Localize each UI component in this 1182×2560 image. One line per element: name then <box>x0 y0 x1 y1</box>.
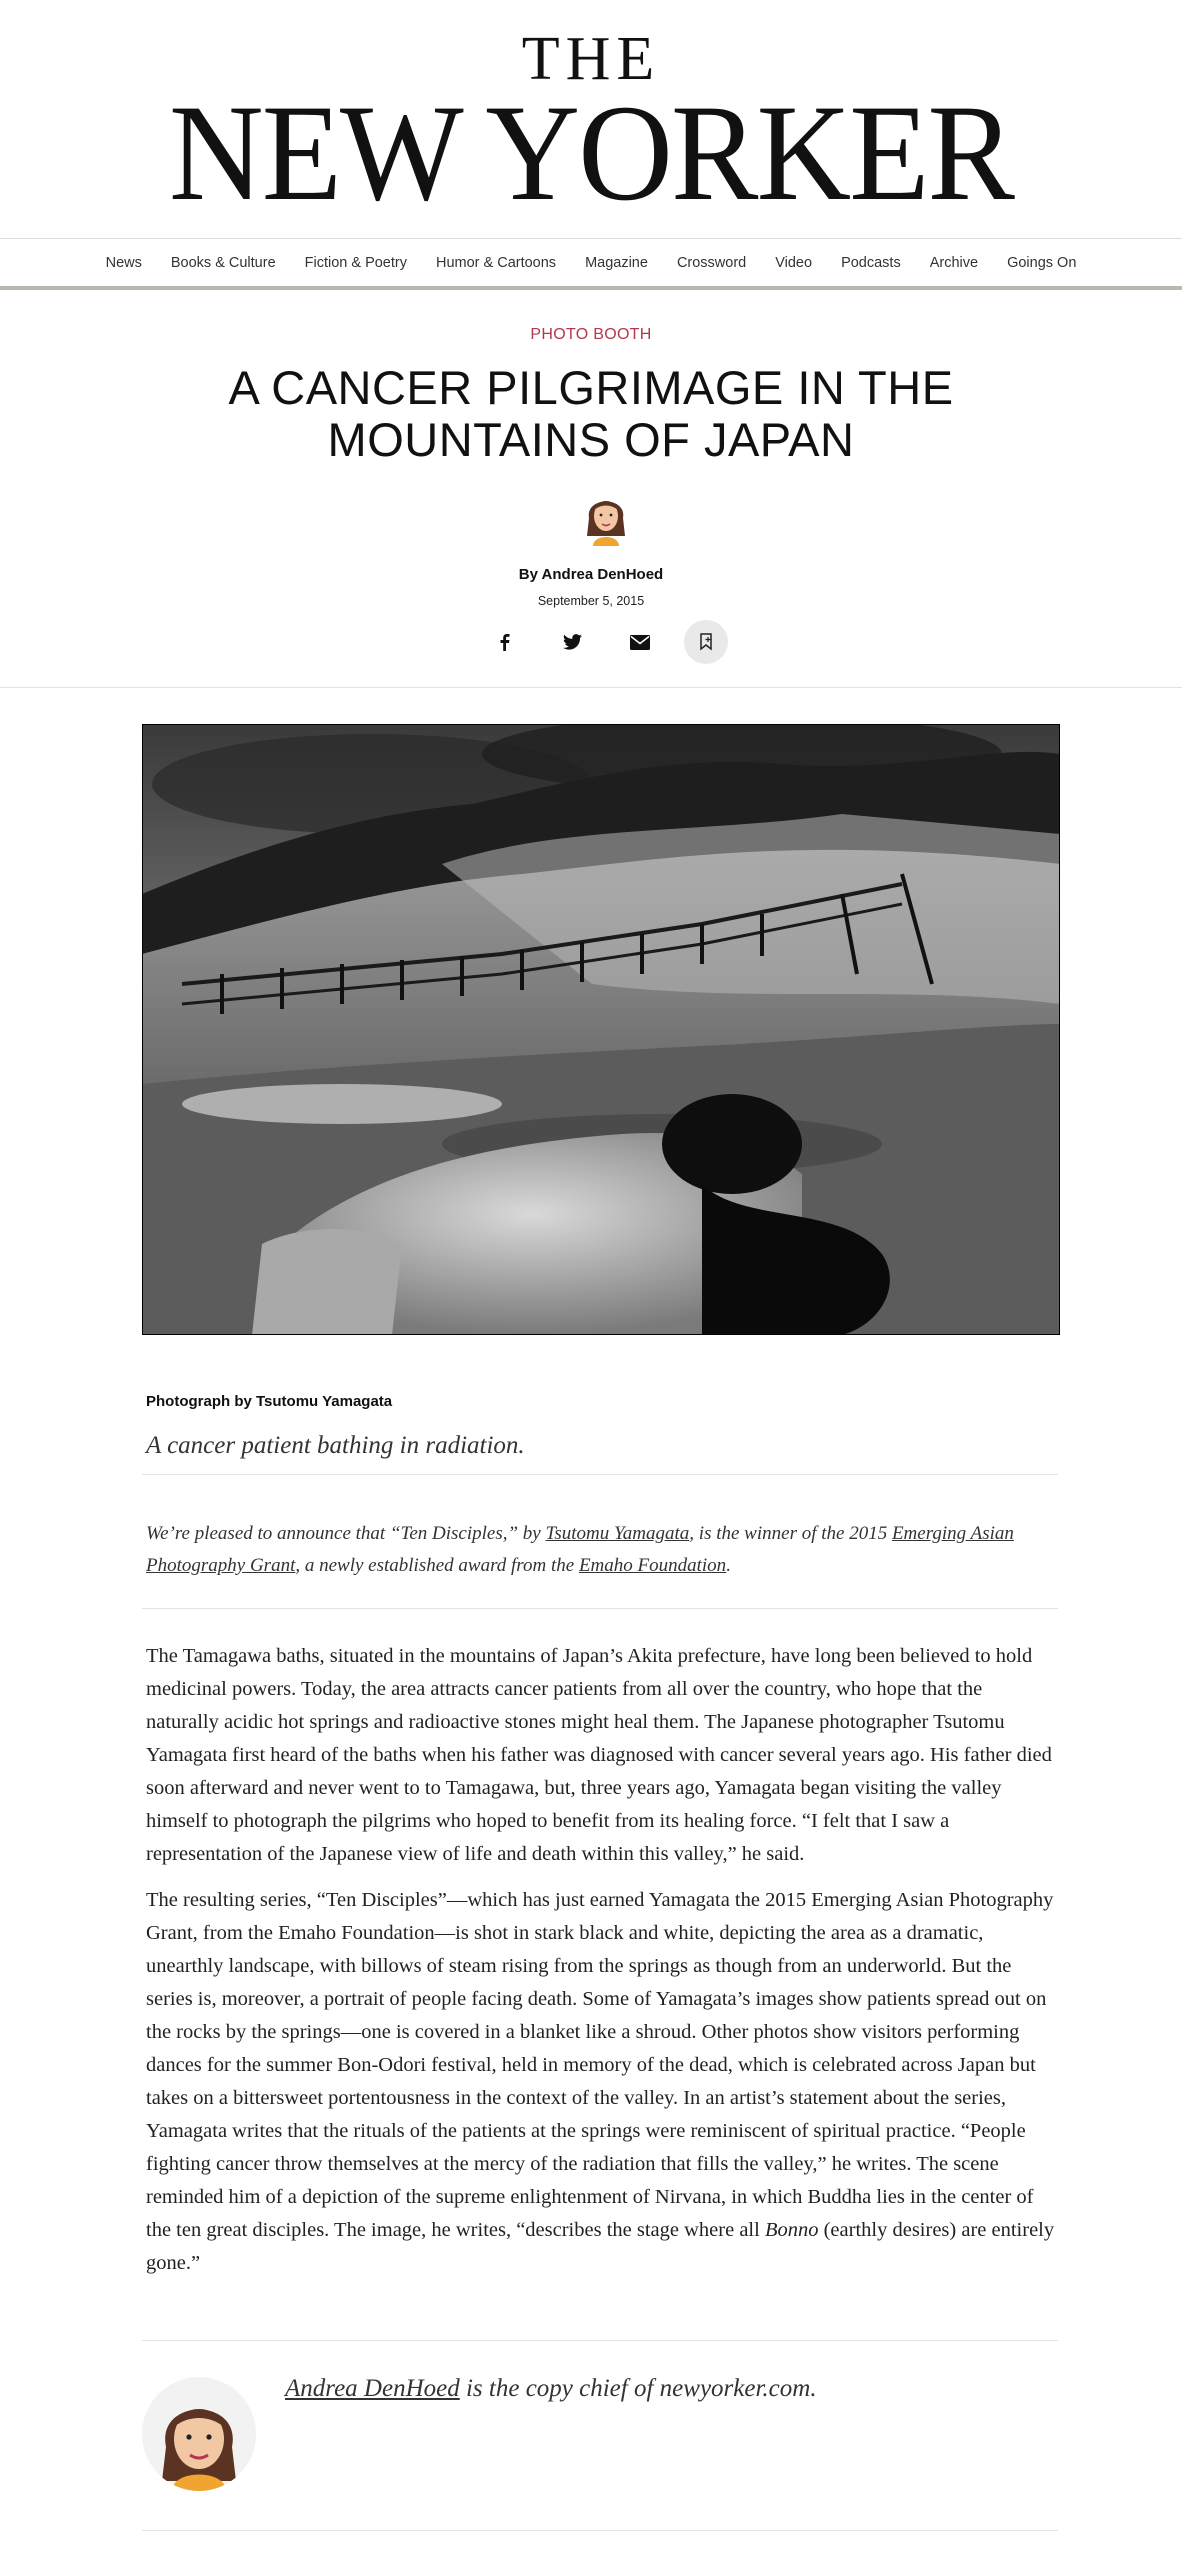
publish-date: September 5, 2015 <box>537 594 645 608</box>
contributor-avatar[interactable] <box>142 2377 256 2491</box>
intro-text-3: , a newly established award from the <box>295 1555 579 1576</box>
share-bar <box>484 620 734 664</box>
logo-new-yorker[interactable]: NEW YORKER <box>168 76 1014 229</box>
body-paragraph-2-end: (earthly desires) are entirely gone.” <box>146 2219 1055 2274</box>
nav-magazine[interactable]: Magazine <box>585 254 648 271</box>
nav-humor-cartoons[interactable]: Humor & Cartoons <box>435 254 557 271</box>
nav-podcasts[interactable]: Podcasts <box>841 254 901 271</box>
nav-goings-on[interactable]: Goings On <box>1007 254 1077 271</box>
intro-text-2: , is the winner of the 2015 <box>689 1523 892 1544</box>
intro-text-4: . <box>726 1555 731 1576</box>
photo-credit: Photograph by Tsutomu Yamagata <box>146 1393 393 1410</box>
link-emaho-foundation[interactable]: Emaho Foundation <box>578 1555 727 1576</box>
body-paragraph-2 <box>146 1884 1058 2280</box>
main-nav <box>0 238 1182 290</box>
nav-crossword[interactable]: Crossword <box>676 254 747 271</box>
nav-fiction-poetry[interactable]: Fiction & Poetry <box>304 254 407 271</box>
link-tsutomu-yamagata[interactable]: Tsutomu Yamagata <box>545 1523 690 1544</box>
email-icon[interactable] <box>620 620 660 664</box>
photo-caption: A cancer patient bathing in radiation. <box>146 1432 525 1459</box>
intro-divider <box>142 1608 1058 1609</box>
article-title: A CANCER PILGRIMAGE IN THE MOUNTAINS OF JAPAN <box>228 361 954 466</box>
intro-note <box>146 1518 1058 1582</box>
rubric-link[interactable]: PHOTO BOOTH <box>530 326 652 343</box>
caption-divider <box>142 1474 1058 1475</box>
nav-news[interactable]: News <box>105 254 142 271</box>
contributor-bio-text: is the copy chief of newyorker.com. <box>459 2375 817 2402</box>
bio-divider-bottom <box>142 2530 1058 2531</box>
nav-video[interactable]: Video <box>775 254 813 271</box>
nav-books-culture[interactable]: Books & Culture <box>170 254 276 271</box>
author-avatar[interactable] <box>581 488 631 546</box>
twitter-icon[interactable] <box>552 620 592 664</box>
body-paragraph-1: The Tamagawa baths, situated in the mountains of Japan’s Akita prefecture, have long been believed to hold medicinal powers. Today, the area attracts cancer patients from all over the country, who hope that the naturally acidic hot springs and radioactive stones might heal them. The Japanese photographer Tsutomu Yamagata first heard of the baths when his father was diagnosed with cancer several years ago. His father died soon afterward and never went to to Tamagawa, but, three years ago, Yamagata began visiting the valley himself to photograph the pilgrims who hoped to benefit from its healing force. “I felt that I saw a representation of the Japanese view of life and death within this valley,” he said. <box>146 1645 1052 1865</box>
nav-archive[interactable]: Archive <box>929 254 979 271</box>
header-divider <box>0 687 1182 688</box>
bio-divider-top <box>142 2340 1058 2341</box>
byline[interactable]: By Andrea DenHoed <box>518 566 664 583</box>
intro-text-1: We’re pleased to announce that “Ten Disciples,” by <box>146 1523 546 1544</box>
logo-the: THE <box>521 25 661 93</box>
bookmark-icon[interactable] <box>684 620 728 664</box>
article-body <box>146 1640 1058 2293</box>
masthead[interactable] <box>0 0 1182 238</box>
body-emphasis: Bonno <box>764 2219 819 2241</box>
article-photo <box>142 724 1060 1335</box>
facebook-icon[interactable] <box>484 620 524 664</box>
body-paragraph-2-text: The resulting series, “Ten Disciples”—which has just earned Yamagata the 2015 Emerging Asian Photography Grant, from the Emaho Foundation—is shot in stark black and white, depicting the area as a dramatic, unearthly landscape, with billows of steam rising from the springs as though from an underworld. But the series is, moreover, a portrait of people facing death. Some of Yamagata’s images show patients spread out on the rocks by the springs—one is covered in a blanket like a shroud. Other photos show visitors performing dances for the summer Bon-Odori festival, held in memory of the dead, which is celebrated across Japan but takes on a bittersweet portentousness in the context of the valley. In an artist’s statement about the series, Yamagata writes that the rituals of the patients at the springs were reminiscent of spiritual practice. “People fighting cancer throw themselves at the mercy of the radiation that fills the valley,” he writes. The scene reminded him of a depiction of the supreme enlightenment of Nirvana, in which Buddha lies in the center of the ten great disciples. The image, he writes, “describes the stage where all <box>146 1889 1054 2241</box>
link-emerging-asian-photography-grant[interactable]: Emerging Asian Photography Grant <box>146 1523 1014 1576</box>
contributor-link[interactable]: Andrea DenHoed <box>285 2375 460 2402</box>
contributor-bio <box>285 2375 817 2403</box>
